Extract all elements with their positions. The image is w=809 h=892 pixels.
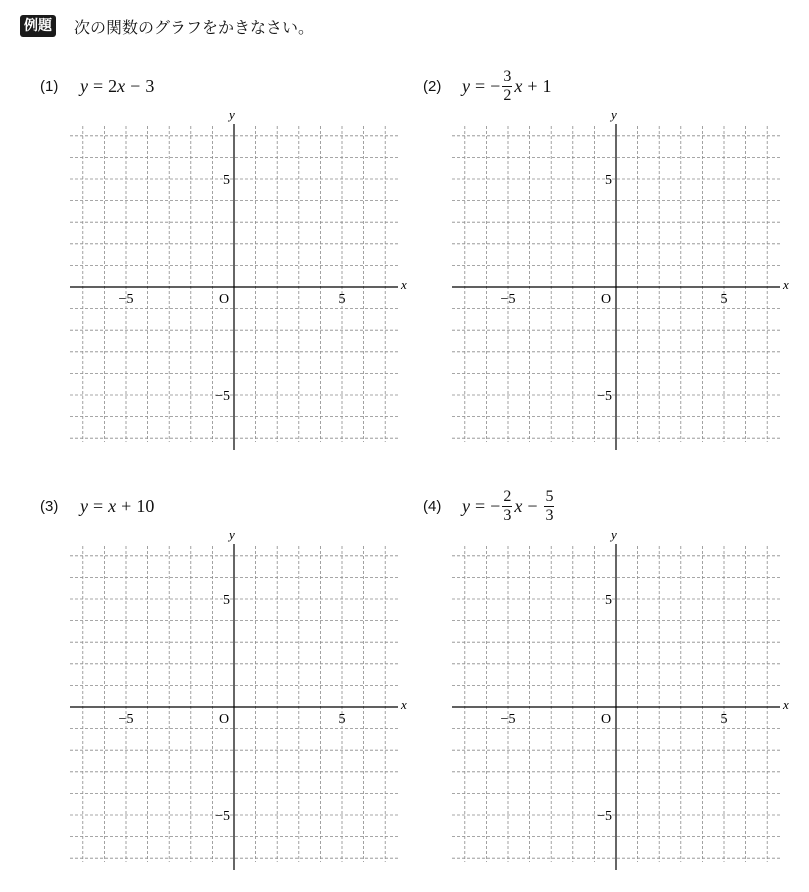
y-tick-label: 5 xyxy=(223,173,230,188)
eq-lhs: y xyxy=(462,495,470,516)
origin-label: O xyxy=(219,292,230,307)
x-tick-label: −5 xyxy=(500,712,516,727)
y-tick-label: −5 xyxy=(215,809,230,824)
eq-denominator: 3 xyxy=(545,506,554,524)
eq-numerator: 5 xyxy=(545,487,554,505)
eq-term: 3 xyxy=(145,75,155,96)
eq-operator: + xyxy=(121,495,132,516)
coordinate-plane xyxy=(452,528,792,873)
problem-4-equation xyxy=(462,486,556,526)
eq-equals: = xyxy=(93,75,104,96)
problem-4-graph xyxy=(452,528,792,877)
x-tick-label: −5 xyxy=(500,292,516,307)
eq-lhs: y xyxy=(462,75,470,96)
eq-sign: − xyxy=(490,75,501,96)
x-tick-label: −5 xyxy=(118,712,134,727)
x-tick-label: 5 xyxy=(338,712,346,727)
origin-label: O xyxy=(601,712,612,727)
coordinate-plane xyxy=(452,108,792,453)
eq-equals: = xyxy=(475,75,486,96)
eq-equals: = xyxy=(93,495,104,516)
x-axis-label: x xyxy=(783,277,789,292)
x-axis-label: x xyxy=(401,697,407,712)
x-axis-label: x xyxy=(401,277,407,292)
problem-2-label: (2) xyxy=(423,78,442,95)
eq-fraction xyxy=(544,489,554,524)
y-tick-label: −5 xyxy=(597,389,612,404)
eq-sign: − xyxy=(490,495,501,516)
eq-term: 1 xyxy=(542,75,552,96)
problem-3-label: (3) xyxy=(40,498,59,515)
y-tick-label: −5 xyxy=(215,389,230,404)
y-tick-label: 5 xyxy=(223,593,230,608)
eq-operator: + xyxy=(527,75,538,96)
eq-variable: x xyxy=(108,495,117,516)
eq-variable: x xyxy=(117,75,126,96)
problem-4-label: (4) xyxy=(423,498,442,515)
x-tick-label: 5 xyxy=(338,292,346,307)
eq-numerator: 3 xyxy=(503,67,512,85)
eq-operator: − xyxy=(130,75,141,96)
problem-1-label: (1) xyxy=(40,78,59,95)
eq-fraction xyxy=(502,489,512,524)
y-axis-label: y xyxy=(611,108,617,122)
coordinate-plane xyxy=(70,108,410,453)
y-tick-label: −5 xyxy=(597,809,612,824)
origin-label: O xyxy=(219,712,230,727)
coordinate-plane xyxy=(70,528,410,873)
eq-variable: x xyxy=(514,495,523,516)
x-tick-label: −5 xyxy=(118,292,134,307)
eq-fraction xyxy=(502,69,512,104)
instruction-text: 次の関数のグラフをかきなさい。 xyxy=(74,17,315,37)
y-axis-label: y xyxy=(229,528,235,542)
header xyxy=(20,12,314,40)
x-tick-label: 5 xyxy=(720,712,728,727)
eq-lhs: y xyxy=(80,495,88,516)
problem-3-equation xyxy=(80,486,154,526)
eq-variable: x xyxy=(514,75,523,96)
problem-2-equation xyxy=(462,66,551,106)
example-badge: 例題 xyxy=(20,15,56,37)
eq-denominator: 3 xyxy=(503,506,512,524)
eq-term: 2 xyxy=(108,75,118,96)
eq-operator: − xyxy=(527,495,538,516)
y-tick-label: 5 xyxy=(605,593,612,608)
eq-numerator: 2 xyxy=(503,487,512,505)
problem-2-graph xyxy=(452,108,792,457)
eq-equals: = xyxy=(475,495,486,516)
eq-lhs: y xyxy=(80,75,88,96)
x-tick-label: 5 xyxy=(720,292,728,307)
problem-1-graph xyxy=(70,108,410,457)
problem-1-equation xyxy=(80,66,154,106)
eq-term: 10 xyxy=(136,495,155,516)
y-axis-label: y xyxy=(229,108,235,122)
x-axis-label: x xyxy=(783,697,789,712)
origin-label: O xyxy=(601,292,612,307)
eq-denominator: 2 xyxy=(503,86,512,104)
y-axis-label: y xyxy=(611,528,617,542)
problem-3-graph xyxy=(70,528,410,877)
y-tick-label: 5 xyxy=(605,173,612,188)
